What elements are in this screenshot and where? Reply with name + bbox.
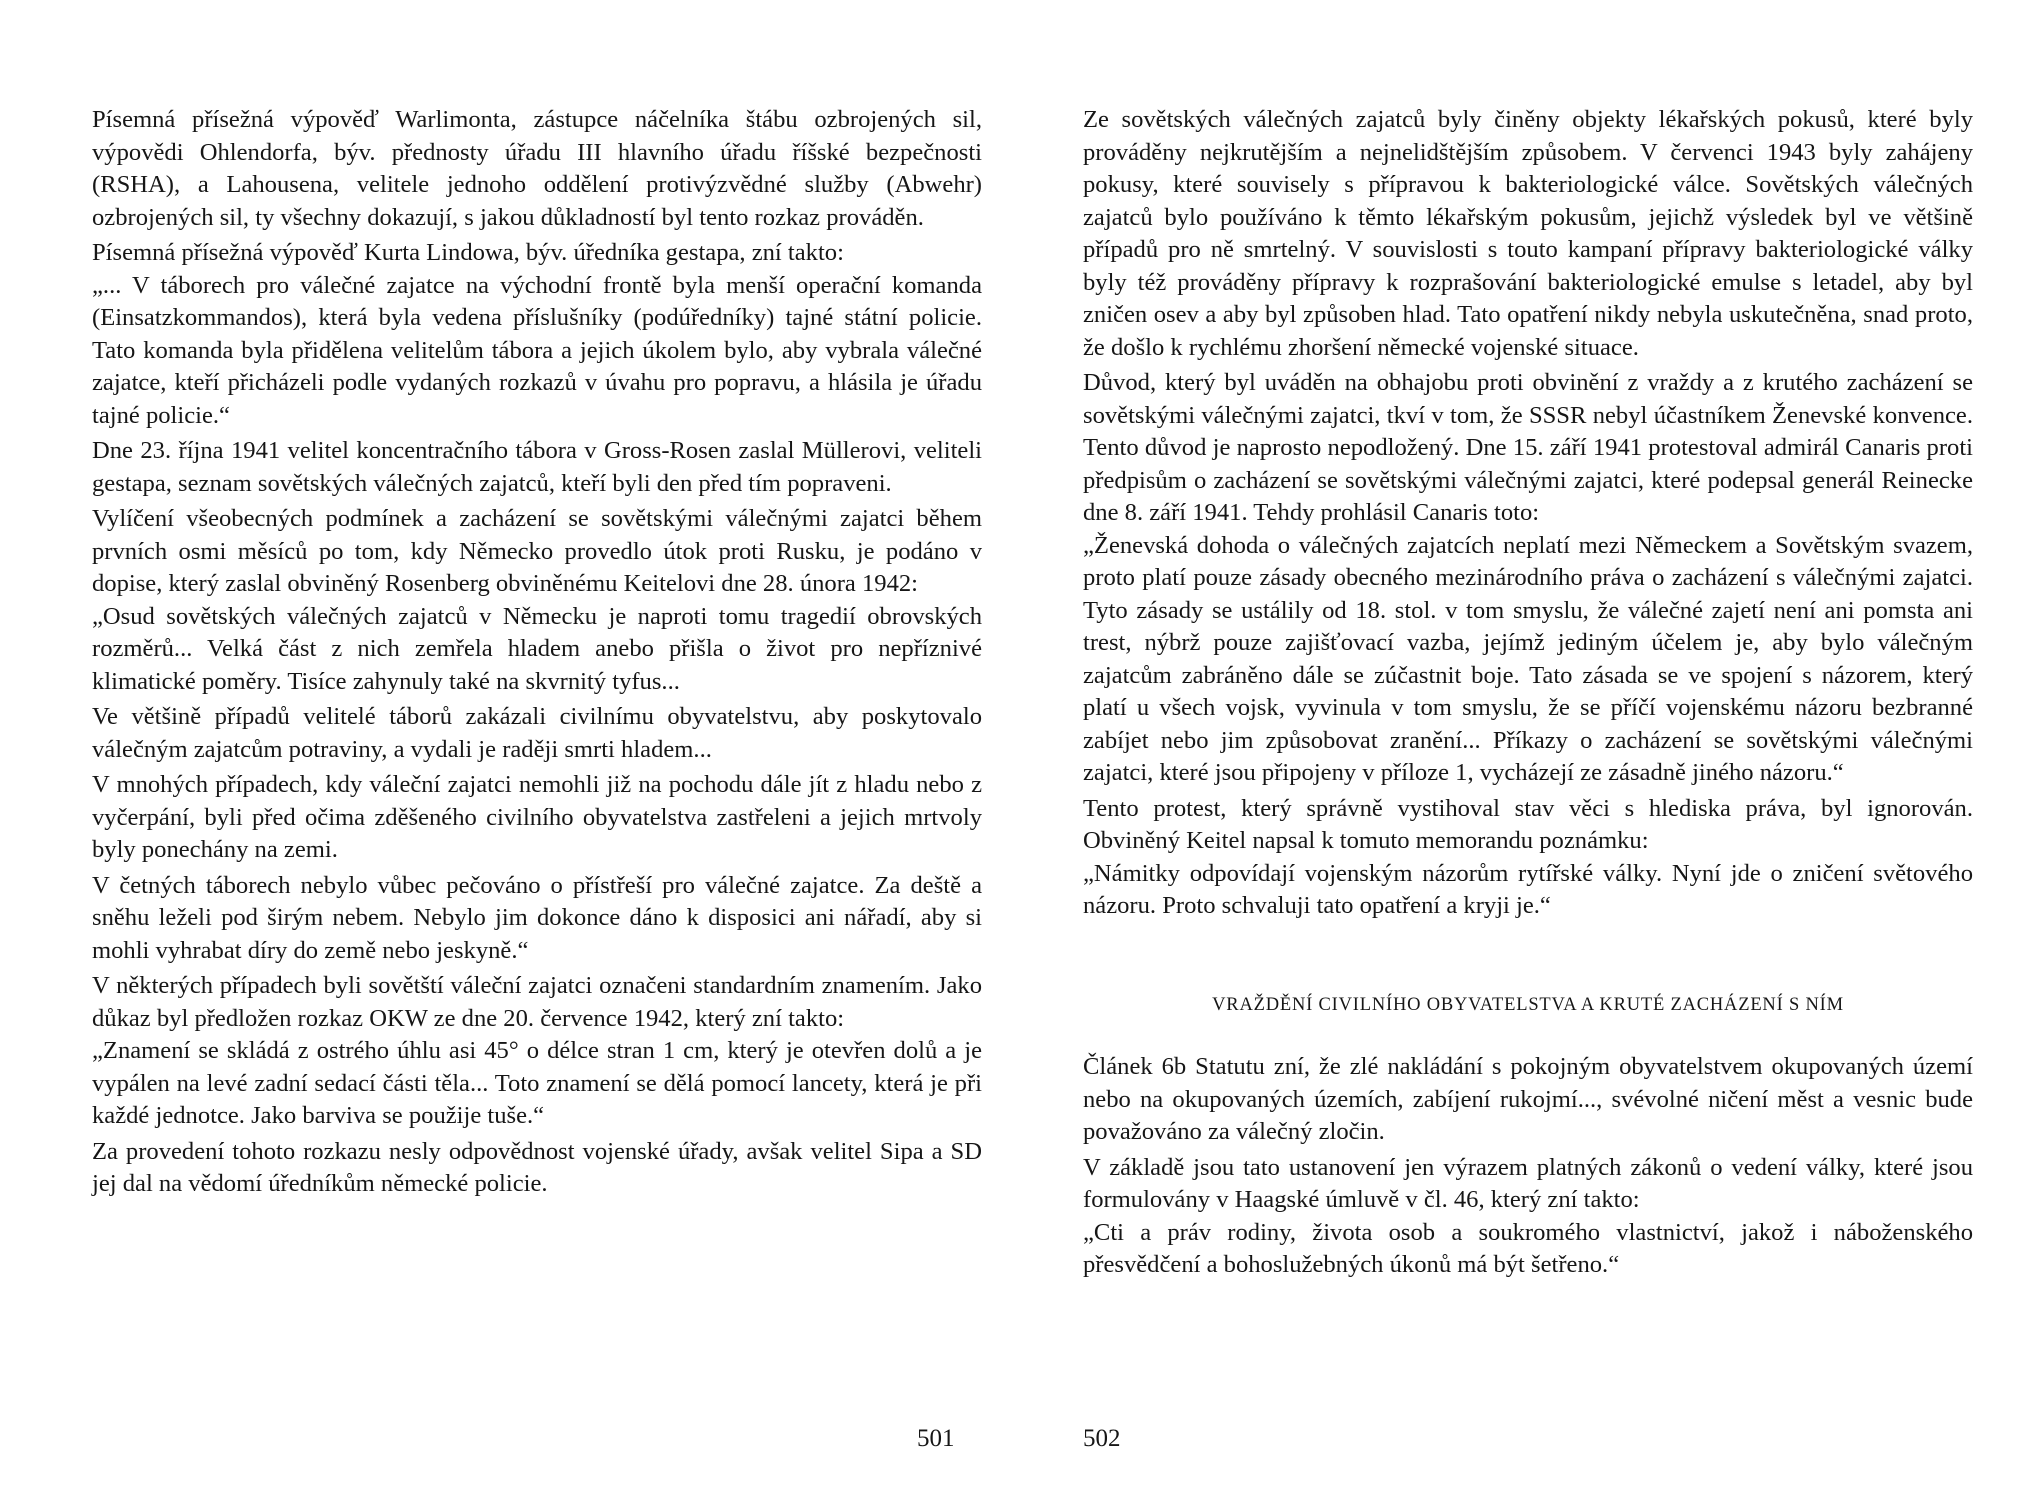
paragraph: Ve většině případů velitelé táborů zakázali civilnímu obyvatelstvu, aby poskytovalo válečným zajatcům potraviny, a vydali je raději smrti hladem... xyxy=(92,703,982,763)
section-heading: VRAŽDĚNÍ CIVILNÍHO OBYVATELSTVA A KRUTÉ ZACHÁZENÍ S NÍM xyxy=(1212,994,1844,1015)
paragraph: V četných táborech nebylo vůbec pečováno o přístřeší pro válečné zajatce. Za deště a sněhu leželi pod širým nebem. Nebylo jim dokonce dáno k disposici ani nářadí, aby si mohli vyhrabat díry do země nebo jeskyně.“ xyxy=(92,871,982,964)
paragraph: Tento protest, který správně vystihoval stav věci s hlediska práva, byl ignorován. Obviněný Keitel napsal k tomuto memorandu poznámku: xyxy=(1083,794,1973,854)
paragraph: Důvod, který byl uváděn na obhajobu proti obvinění z vraždy a z krutého zacházení se sovětskými válečnými zajatci, tkví v tom, že SSSR nebyl účastníkem Ženevské konvence. Tento důvod je naprosto nepodložený. Dne 15. září 1941 protestoval admirál Canaris proti předpisům o zacházení se sovětskými válečnými zajatci, které podepsal generál Reinecke dne 8. září 1941. Tehdy prohlásil Canaris toto: xyxy=(1083,369,1973,526)
paragraph: V základě jsou tato ustanovení jen výrazem platných zákonů o vedení války, které jsou formulovány v Haagské úmluvě v čl. 46, který zní takto: xyxy=(1083,1153,1973,1213)
quote-paragraph: „... V táborech pro válečné zajatce na východní frontě byla menší operační komanda (Einsatzkommandos), která byla vedena příslušníky (podúředníky) tajné státní policie. Tato komanda byla přidělena velitelům tábora a jejich úkolem bylo, aby vybrala válečné zajatce, kteří přicházeli podle vydaných rozkazů v úvahu pro popravu, a hlásila je úřadu tajné policie.“ xyxy=(92,271,982,429)
page-number-left: 501 xyxy=(917,1425,955,1452)
paragraph: Dne 23. října 1941 velitel koncentračního tábora v Gross-Rosen zaslal Müllerovi, veliteli gestapa, seznam sovětských válečných zajatců, kteří byli den před tím popraveni. xyxy=(92,437,982,497)
quote-paragraph: „Cti a práv rodiny, života osob a soukromého vlastnictví, jakož i náboženského přesvědčení a bohoslužebných úkonů má být šetřeno.“ xyxy=(1083,1218,1973,1278)
paragraph: Vylíčení všeobecných podmínek a zacházení se sovětskými válečnými zajatci během prvních osmi měsíců po tom, kdy Německo provedlo útok proti Rusku, je podáno v dopise, který zaslal obviněný Rosenberg obviněnému Keitelovi dne 28. února 1942: xyxy=(92,505,982,597)
quote-paragraph: „Znamení se skládá z ostrého úhlu asi 45° o délce stran 1 cm, který je otevřen dolů a je vypálen na levé zadní sedací části těla... Toto znamení se dělá pomocí lancety, která je při každé jednotce. Jako barviva se použije tuše.“ xyxy=(92,1037,982,1129)
left-page xyxy=(92,104,982,1201)
paragraph: Písemná přísežná výpověď Warlimonta, zástupce náčelníka štábu ozbrojených sil, výpovědi Ohlendorfa, býv. přednosty úřadu III hlavního úřadu říšské bezpečnosti (RSHA), a Lahousena, velitele jednoho oddělení protivýzvědné služby (Abwehr) ozbrojených sil, ty všechny dokazují, s jakou důkladností byl tento rozkaz prováděn. xyxy=(92,106,982,231)
paragraph: V některých případech byli sovětští váleční zajatci označeni standardním znamením. Jako důkaz byl předložen rozkaz OKW ze dne 20. července 1942, který zní takto: xyxy=(92,972,982,1032)
page-number-right: 502 xyxy=(1083,1425,1121,1452)
paragraph: Za provedení tohoto rozkazu nesly odpovědnost vojenské úřady, avšak velitel Sipa a SD jej dal na vědomí úředníkům německé policie. xyxy=(92,1137,982,1197)
paragraph: Písemná přísežná výpověď Kurta Lindowa, býv. úředníka gestapa, zní takto: xyxy=(92,239,844,266)
paragraph: Článek 6b Statutu zní, že zlé nakládání s pokojným obyvatelstvem okupovaných území nebo na okupovaných územích, zabíjení rukojmí..., svévolné ničení měst a vesnic bude považováno za válečný zločin. xyxy=(1083,1053,1973,1145)
quote-paragraph: „Osud sovětských válečných zajatců v Německu je naproti tomu tragedií obrovských rozměrů... Velká část z nich zemřela hladem anebo přišla o život pro nepříznivé klimatické poměry. Tisíce zahynuly také na skvrnitý tyfus... xyxy=(92,602,982,695)
right-page xyxy=(1083,104,1973,1282)
quote-paragraph: „Ženevská dohoda o válečných zajatcích neplatí mezi Německem a Sovětským svazem, proto platí pouze zásady obecného mezinárodního práva o zacházení s válečnými zajatci. Tyto zásady se ustálily od 18. stol. v tom smyslu, že válečné zajetí není ani pomsta ani trest, nýbrž pouze zajišťovací vazba, jejímž jediným účelem je, aby bylo válečným zajatcům zabráněno dále se zúčastnit boje. Tato zásada se ve spojení s názorem, který platí u všech vojsk, vyvinula v tom smyslu, že se příčí vojenskému názoru bezbranné zabíjet nebo jim způsobovat zranění... Příkazy o zacházení se sovětskými válečnými zajatci, které jsou připojeny v příloze 1, vycházejí ze zásadně jiného názoru.“ xyxy=(1083,531,1973,786)
quote-paragraph: „Námitky odpovídají vojenským názorům rytířské války. Nyní jde o zničení světového názoru. Proto schvaluji tato opatření a kryji je.“ xyxy=(1083,859,1973,919)
paragraph: V mnohých případech, kdy váleční zajatci nemohli již na pochodu dále jít z hladu nebo z vyčerpání, byli před očima zděšeného civilního obyvatelstva zastřeleni a jejich mrtvoly byly ponechány na zemi. xyxy=(92,771,982,863)
paragraph: Ze sovětských válečných zajatců byly činěny objekty lékařských pokusů, které byly prováděny nejkrutějším a nejnelidštějším způsobem. V červenci 1943 byly zahájeny pokusy, které souvisely s přípravou k bakteriologické válce. Sovětských válečných zajatců bylo používáno k těmto lékařským pokusům, jejichž výsledek byl ve většině případů pro ně smrtelný. V souvislosti s touto kampaní přípravy bakteriologické války byly též prováděny přípravy k rozprašování bakteriologické emulse s letadel, aby byl zničen osev a aby byl způsoben hlad. Tato opatření nikdy nebyla uskutečněna, snad proto, že došlo k rychlému zhoršení německé vojenské situace. xyxy=(1083,106,1973,361)
